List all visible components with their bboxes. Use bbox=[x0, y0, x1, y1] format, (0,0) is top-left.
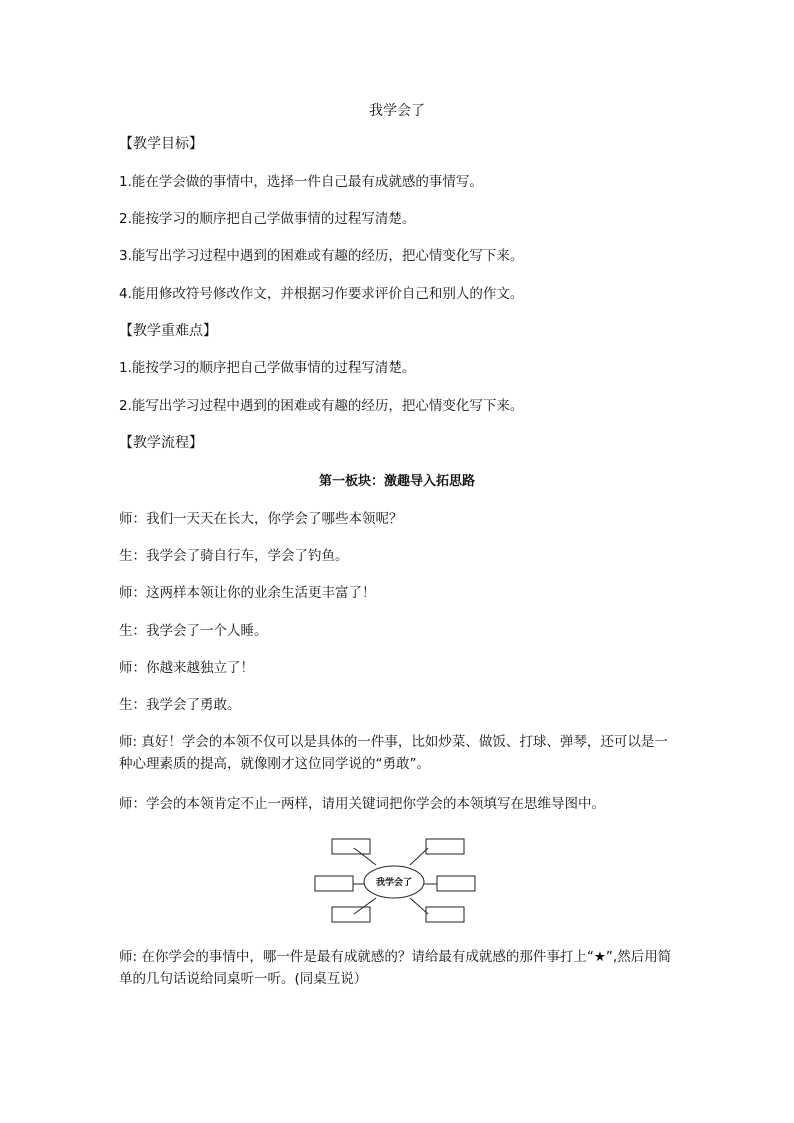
mind-map-box bbox=[437, 876, 475, 891]
mind-map-diagram bbox=[314, 834, 480, 926]
goal-item: 4.能用修改符号修改作文，并根据习作要求评价自己和别人的作文。 bbox=[119, 286, 524, 302]
key-points-heading: 【教学重难点】 bbox=[119, 323, 217, 339]
dialogue-paragraph: 师: 真好！学会的本领不仅可以是具体的一件事，比如炒菜、做饭、打球、弹琴，还可以是一种心理素质的提高，就像刚才这位同学说的“勇敢”。 bbox=[119, 734, 668, 772]
mind-map-connector bbox=[410, 848, 428, 865]
mind-map-center-label: 我学会了 bbox=[375, 878, 413, 888]
key-point-item: 1.能按学习的顺序把自己学做事情的过程写清楚。 bbox=[119, 360, 416, 376]
dialogue-line: 师：你越来越独立了！ bbox=[119, 660, 254, 676]
dialogue-line: 师：我们一天天在长大，你学会了哪些本领呢？ bbox=[119, 511, 403, 527]
mind-map-box bbox=[315, 876, 353, 891]
mind-map-connector bbox=[410, 898, 428, 914]
goal-item: 3.能写出学习过程中遇到的困难或有趣的经历，把心情变化写下来。 bbox=[119, 248, 524, 264]
goal-item: 1.能在学会做的事情中，选择一件自己最有成就感的事情写。 bbox=[119, 174, 483, 190]
goal-item: 2.能按学习的顺序把自己学做事情的过程写清楚。 bbox=[119, 211, 416, 227]
mind-map-box bbox=[332, 907, 370, 922]
key-point-item: 2.能写出学习过程中遇到的困难或有趣的经历，把心情变化写下来。 bbox=[119, 398, 524, 414]
goals-heading: 【教学目标】 bbox=[119, 136, 203, 152]
dialogue-line: 师：这两样本领让你的业余生活更丰富了！ bbox=[119, 585, 376, 601]
page-title: 我学会了 bbox=[369, 103, 425, 119]
closing-paragraph: 师: 在你学会的事情中，哪一件是最有成就感的？请给最有成就感的那件事打上“★”,然后用简单的几句话说给同桌听一听。(同桌互说） bbox=[119, 949, 672, 987]
dialogue-line: 生：我学会了一个人睡。 bbox=[119, 623, 268, 639]
mind-map-connector bbox=[354, 848, 376, 865]
mind-map-box bbox=[426, 839, 464, 854]
mind-map-box bbox=[426, 907, 464, 922]
dialogue-line: 师：学会的本领肯定不止一两样，请用关键词把你学会的本领填写在思维导图中。 bbox=[119, 796, 605, 812]
dialogue-line: 生：我学会了勇敢。 bbox=[119, 697, 241, 713]
mind-map-connector bbox=[354, 898, 376, 914]
mind-map-box bbox=[332, 839, 370, 854]
flow-heading: 【教学流程】 bbox=[119, 435, 203, 451]
dialogue-line: 生：我学会了骑自行车，学会了钓鱼。 bbox=[119, 548, 349, 564]
section-title: 第一板块：激趣导入拓思路 bbox=[318, 474, 475, 489]
